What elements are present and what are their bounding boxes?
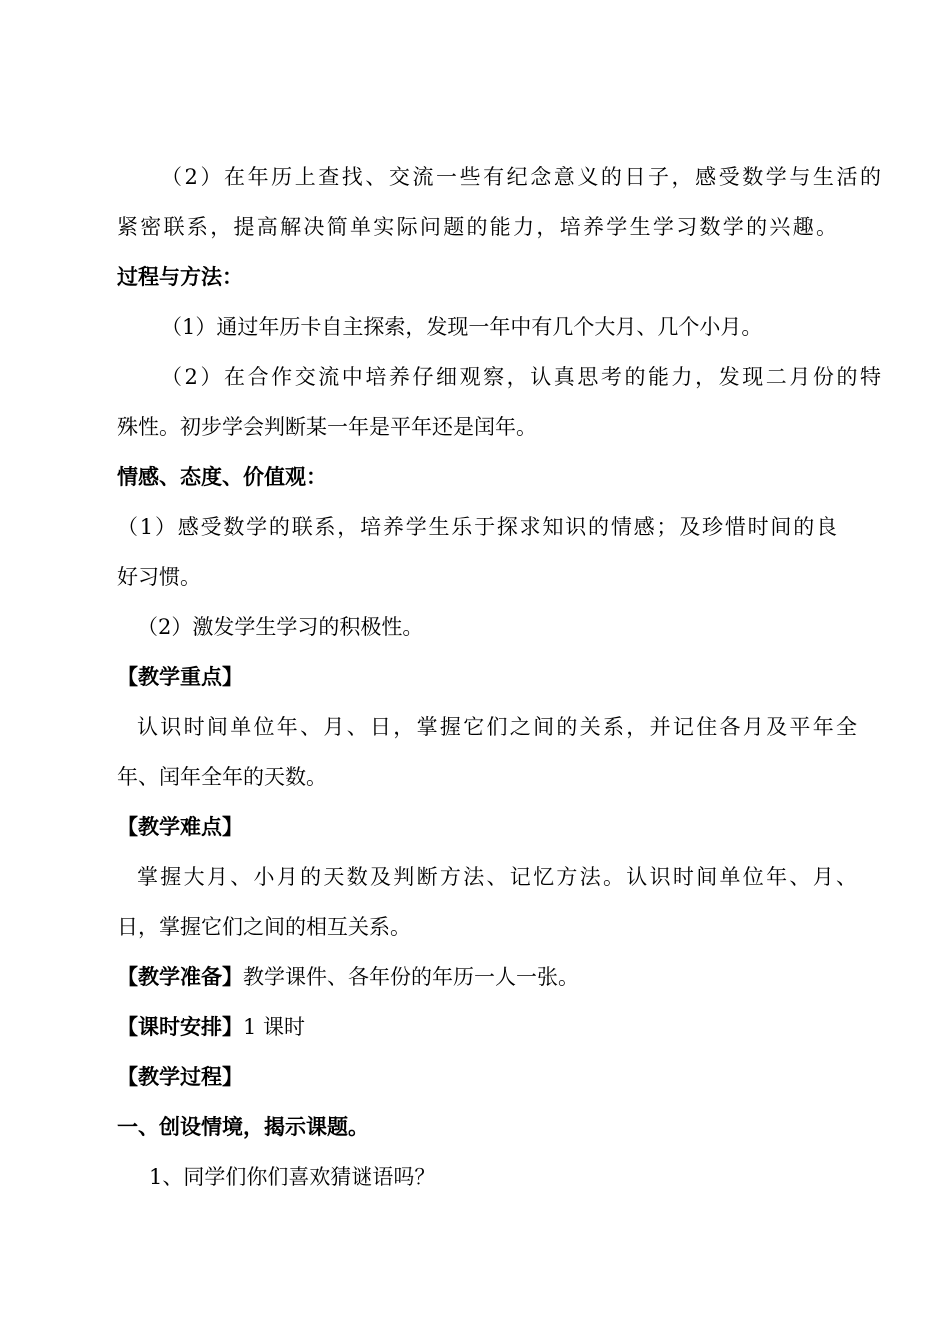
teaching-focus-line-2: 年、闰年全年的天数。 — [117, 765, 327, 789]
process-item-1: （1）通过年历卡自主探索，发现一年中有几个大月、几个小月。 — [161, 315, 763, 339]
heading-teaching-process: 【教学过程】 — [117, 1064, 243, 1089]
class-hours-text: 1 课时 — [243, 1015, 306, 1039]
emotion-item-1-line-2: 好习惯。 — [117, 565, 201, 589]
heading-teaching-focus: 【教学重点】 — [117, 664, 243, 689]
heading-class-hours: 【课时安排】 — [117, 1014, 243, 1039]
emotion-item-1-line-1: （1）感受数学的联系，培养学生乐于探求知识的情感；及珍惜时间的良 — [117, 515, 837, 539]
class-hours-row — [117, 1012, 837, 1042]
objective-2-line-2: 紧密联系，提高解决简单实际问题的能力，培养学生学习数学的兴趣。 — [117, 215, 837, 239]
heading-process-method: 过程与方法： — [117, 264, 243, 289]
heading-emotion-attitude-values: 情感、态度、价值观： — [117, 464, 327, 489]
teaching-preparation-text: 教学课件、各年份的年历一人一张。 — [243, 965, 579, 989]
teaching-difficulty-line-2: 日，掌握它们之间的相互关系。 — [117, 915, 411, 939]
process-item-2-line-2: 殊性。初步学会判断某一年是平年还是闰年。 — [117, 415, 537, 439]
teaching-difficulty-line-1: 掌握大月、小月的天数及判断方法、记忆方法。认识时间单位年、月、 — [137, 865, 857, 889]
teaching-preparation-row — [117, 962, 837, 992]
section-heading-1: 一、创设情境，揭示课题。 — [117, 1114, 369, 1139]
process-item-2-line-1: （2）在合作交流中培养仔细观察，认真思考的能力，发现二月份的特 — [161, 365, 881, 389]
emotion-item-2: （2）激发学生学习的积极性。 — [137, 615, 424, 639]
objective-2-line-1: （2）在年历上查找、交流一些有纪念意义的日子，感受数学与生活的 — [161, 165, 881, 189]
heading-teaching-difficulty: 【教学难点】 — [117, 814, 243, 839]
process-step-1: 1、同学们你们喜欢猜谜语吗？ — [149, 1165, 436, 1189]
teaching-focus-line-1: 认识时间单位年、月、日，掌握它们之间的关系，并记住各月及平年全 — [137, 715, 857, 739]
heading-teaching-preparation: 【教学准备】 — [117, 964, 243, 989]
